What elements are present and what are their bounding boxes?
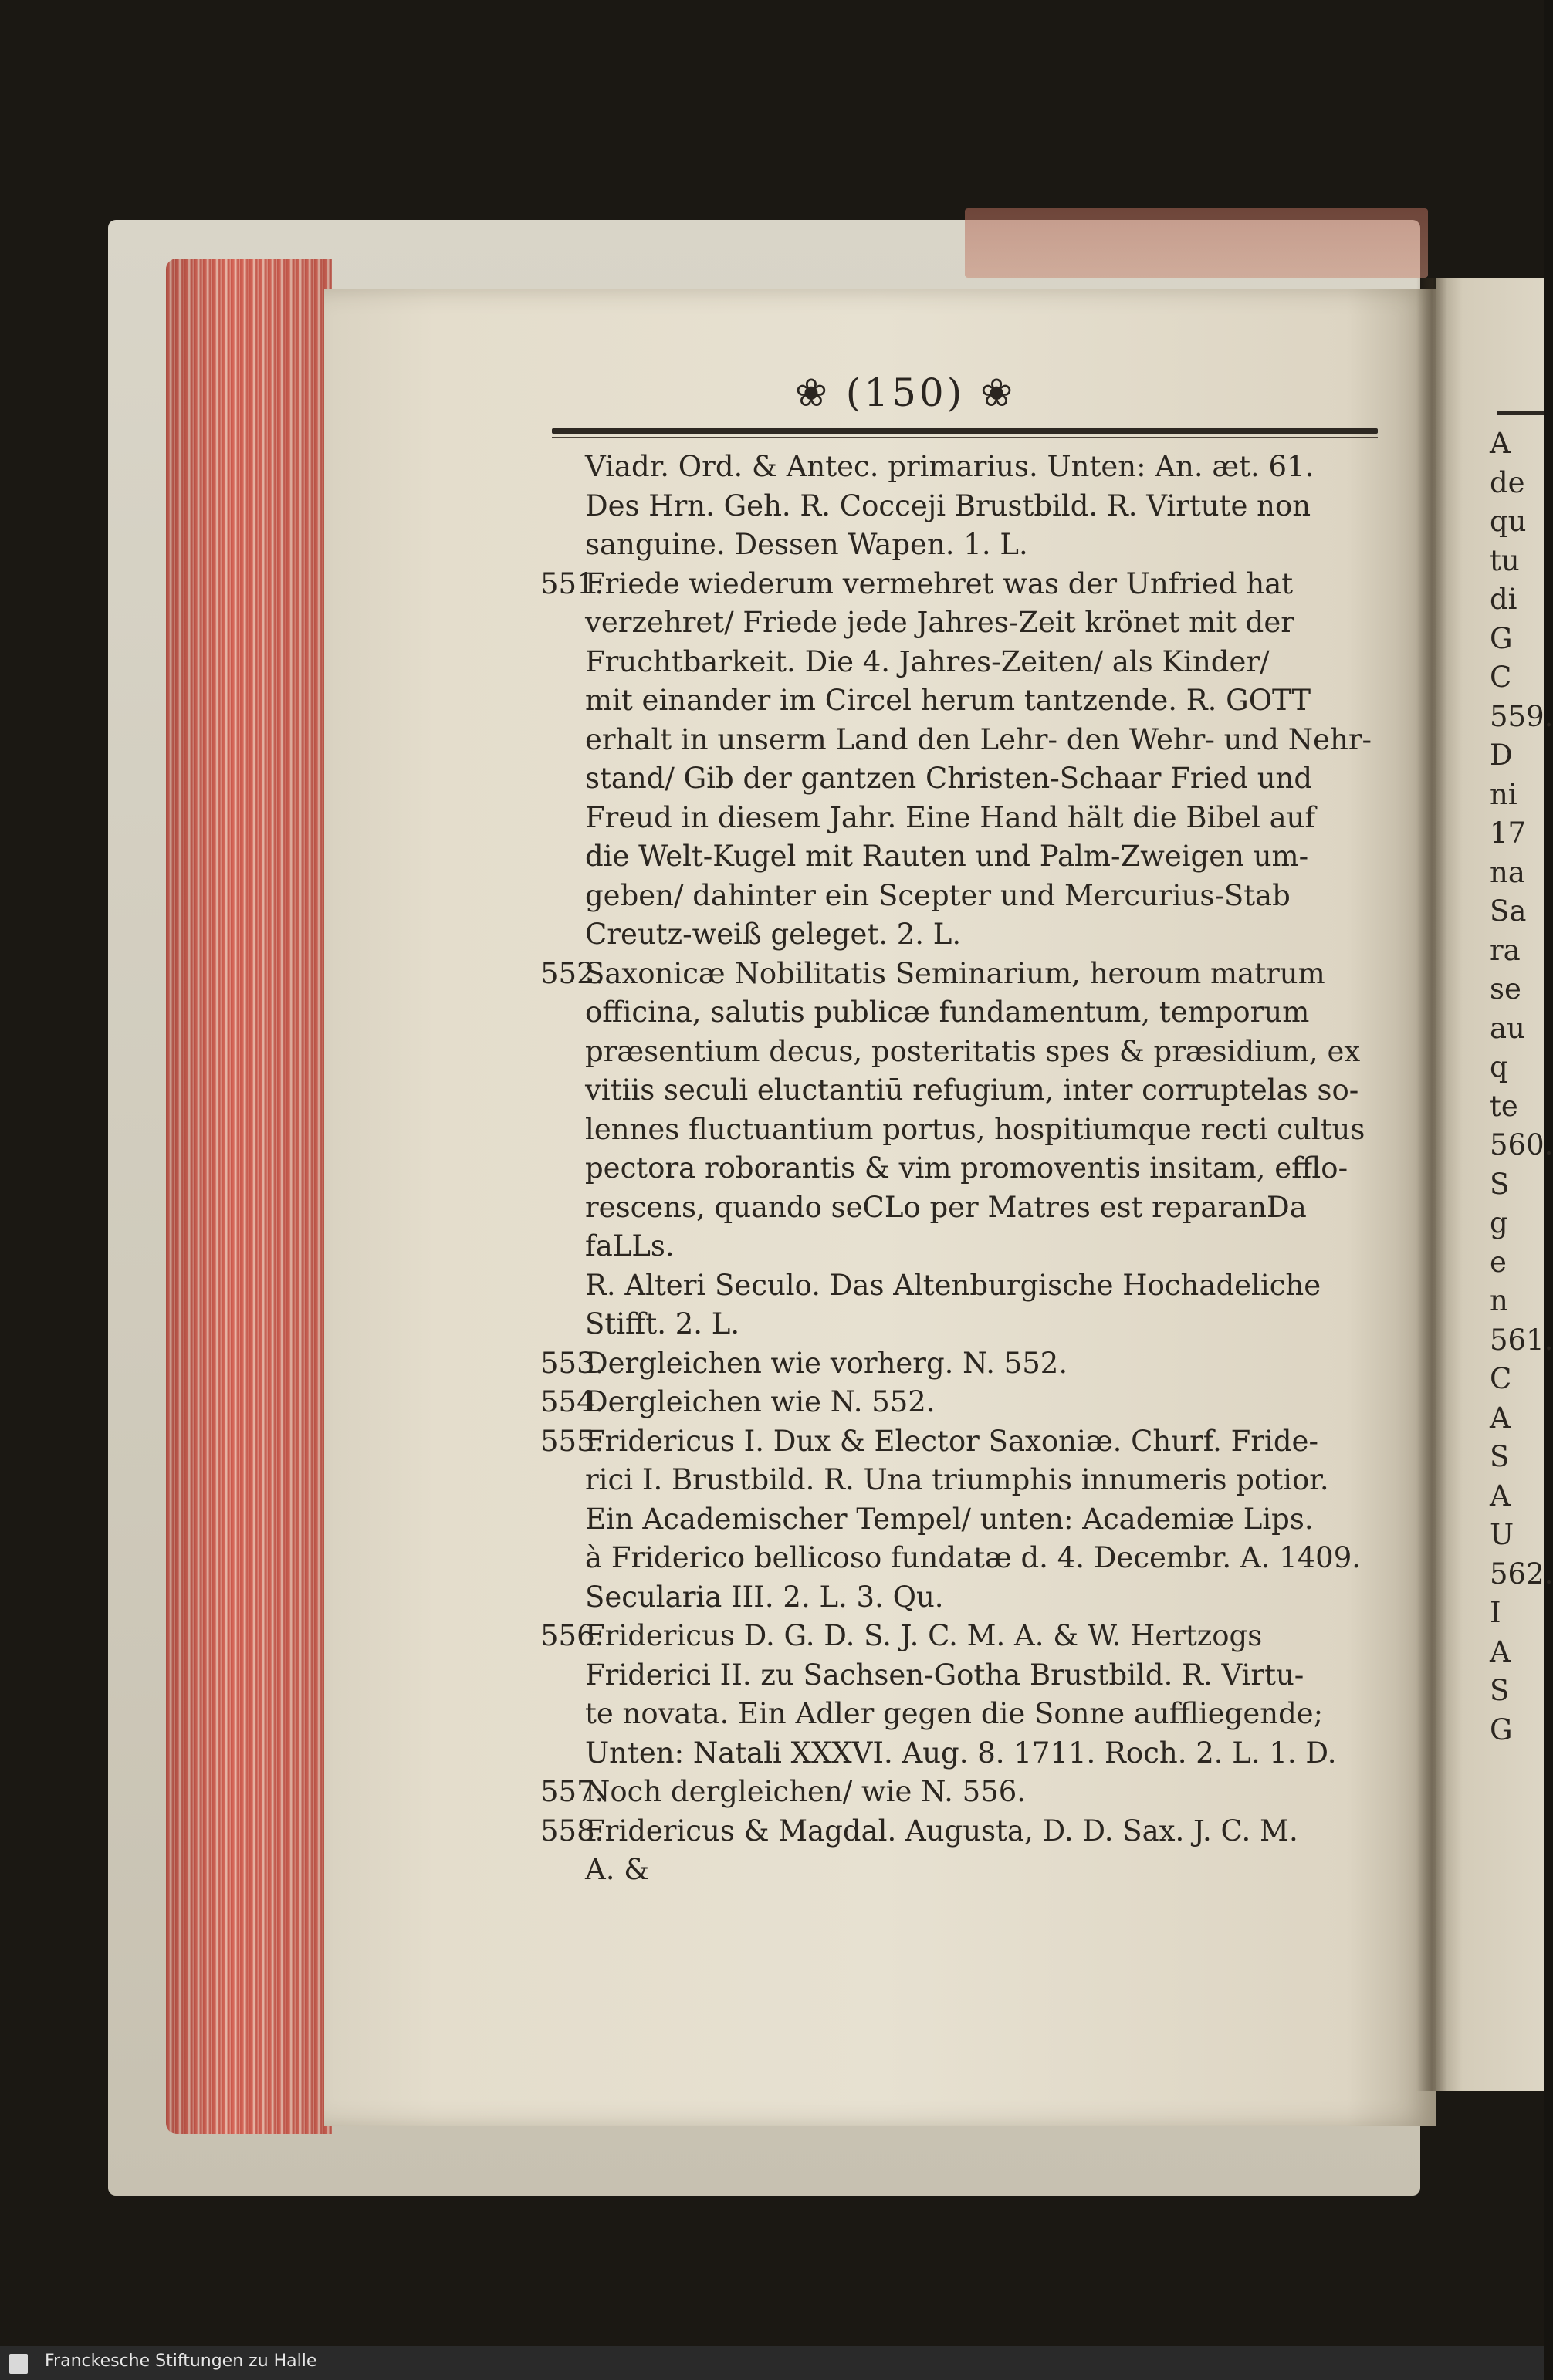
facing-page-fragment: C xyxy=(1490,661,1512,694)
facing-page-fragment: A xyxy=(1490,427,1511,460)
line-text: rici I. Brustbild. R. Una triumphis innumeris potior. xyxy=(585,1463,1329,1496)
facing-page-fragment: D xyxy=(1490,739,1513,772)
line-text: vitiis seculi eluctantiū refugium, inter corruptelas so- xyxy=(585,1073,1359,1107)
page-body-text xyxy=(540,448,1413,1890)
text-line xyxy=(540,1461,1413,1500)
facing-page-fragment: 559. xyxy=(1490,699,1553,733)
text-line xyxy=(540,681,1413,721)
facing-page-fragment: G xyxy=(1490,621,1513,655)
text-line xyxy=(540,993,1413,1033)
line-text: Ein Academischer Tempel/ unten: Academiæ Lips. xyxy=(585,1502,1314,1536)
entry-number: 556. xyxy=(540,1619,604,1652)
entry-number: 558. xyxy=(540,1814,604,1848)
text-line xyxy=(540,1773,1413,1812)
line-text: geben/ dahinter ein Scepter und Mercurius-Stab xyxy=(585,878,1291,912)
line-text: à Friderico bellicoso fundatæ d. 4. Decembr. A. 1409. xyxy=(585,1541,1362,1574)
entry-number: 554. xyxy=(540,1385,604,1418)
line-text: pectora roborantis & vim promoventis insitam, efflo- xyxy=(585,1151,1348,1185)
facing-page-fragment: g xyxy=(1490,1206,1508,1239)
text-line xyxy=(540,1422,1413,1462)
facing-page-fragment: C xyxy=(1490,1362,1512,1395)
book-gutter xyxy=(1416,278,1447,2091)
text-line xyxy=(540,1617,1413,1656)
text-line xyxy=(540,1071,1413,1111)
text-line xyxy=(540,1188,1413,1228)
facing-page-fragment: Sa xyxy=(1490,894,1527,928)
text-line xyxy=(540,1539,1413,1578)
line-text: A. & xyxy=(585,1853,650,1886)
facing-page-fragment: 560. xyxy=(1490,1128,1553,1161)
entry-number: 553. xyxy=(540,1346,604,1380)
facing-page-fragment: te xyxy=(1490,1089,1518,1123)
text-line xyxy=(540,1266,1413,1306)
text-line xyxy=(540,565,1413,604)
line-text: mit einander im Circel herum tantzende. R. GOTT xyxy=(585,684,1311,717)
facing-page-fragment: A xyxy=(1490,1635,1511,1668)
line-text: Unten: Natali XXXVI. Aug. 8. 1711. Roch. 2. L. 1. D. xyxy=(585,1736,1337,1770)
text-line xyxy=(540,603,1413,643)
line-text: faLLs. xyxy=(585,1229,675,1263)
facing-page-fragment: A xyxy=(1490,1401,1511,1435)
line-text: Friede wiederum vermehret was der Unfried hat xyxy=(585,566,1294,600)
line-text: Dergleichen wie vorherg. N. 552. xyxy=(585,1346,1068,1380)
header-rule xyxy=(552,428,1378,434)
text-line xyxy=(540,1344,1413,1384)
text-line xyxy=(540,1656,1413,1695)
line-text: Fruchtbarkeit. Die 4. Jahres-Zeiten/ als Kinder/ xyxy=(585,644,1270,678)
text-line xyxy=(540,955,1413,994)
line-text: sanguine. Dessen Wapen. 1. L. xyxy=(585,528,1028,561)
text-line xyxy=(540,837,1413,877)
line-text: Dergleichen wie N. 552. xyxy=(585,1385,936,1418)
line-text: Fridericus D. G. D. S. J. C. M. A. & W. Hertzogs xyxy=(585,1619,1263,1652)
line-text: erhalt in unserm Land den Lehr- den Wehr- und Nehr- xyxy=(585,722,1372,756)
line-text: Freud in diesem Jahr. Eine Hand hält die Bibel auf xyxy=(585,800,1316,834)
facing-page-fragment: A xyxy=(1490,1479,1511,1513)
facing-page-fragment: n xyxy=(1490,1284,1508,1317)
facing-page-fragment: 562. xyxy=(1490,1557,1553,1591)
text-line xyxy=(540,877,1413,916)
facing-page-fragment: na xyxy=(1490,855,1525,889)
line-text: R. Alteri Seculo. Das Altenburgische Hochadeliche xyxy=(585,1268,1321,1302)
facing-page-fragment: S xyxy=(1490,1674,1510,1707)
text-line xyxy=(540,448,1413,487)
text-line xyxy=(540,915,1413,955)
facing-page-fragment: de xyxy=(1490,465,1525,499)
line-text: Des Hrn. Geh. R. Cocceji Brustbild. R. Virtute non xyxy=(585,489,1311,522)
facing-page-rule xyxy=(1497,411,1544,415)
line-text: Viadr. Ord. & Antec. primarius. Unten: An. æt. 61. xyxy=(585,450,1314,483)
text-line xyxy=(540,643,1413,682)
entry-number: 551. xyxy=(540,566,604,600)
line-text: Saxonicæ Nobilitatis Seminarium, heroum matrum xyxy=(585,956,1325,990)
text-line xyxy=(540,1111,1413,1150)
facing-page-fragment: S xyxy=(1490,1440,1510,1473)
facing-page-fragment: ni xyxy=(1490,777,1517,811)
facing-page-fragment: tu xyxy=(1490,543,1520,577)
line-text: te novata. Ein Adler gegen die Sonne auffliegende; xyxy=(585,1697,1324,1730)
text-line xyxy=(540,487,1413,526)
line-text: Noch dergleichen/ wie N. 556. xyxy=(585,1775,1027,1808)
text-line xyxy=(540,1695,1413,1734)
institution-logo-icon xyxy=(9,2354,28,2374)
text-line xyxy=(540,1851,1413,1890)
footer-credit: Franckesche Stiftungen zu Halle xyxy=(45,2351,317,2371)
entry-number: 555. xyxy=(540,1424,604,1458)
entry-number: 557. xyxy=(540,1775,604,1808)
facing-page-fragment: q xyxy=(1490,1050,1508,1084)
text-line xyxy=(540,1305,1413,1344)
line-text: rescens, quando seCLo per Matres est reparanDa xyxy=(585,1190,1307,1224)
text-line xyxy=(540,1578,1413,1618)
text-line xyxy=(540,1383,1413,1422)
line-text: Creutz-weiß geleget. 2. L. xyxy=(585,918,962,951)
text-line xyxy=(540,1734,1413,1773)
line-text: præsentium decus, posteritatis spes & præsidium, ex xyxy=(585,1034,1361,1068)
facing-page-fragment: 17 xyxy=(1490,816,1527,850)
line-text: stand/ Gib der gantzen Christen-Schaar Fried und xyxy=(585,762,1313,795)
line-text: lennes fluctuantium portus, hospitiumque recti cultus xyxy=(585,1112,1365,1146)
facing-page-fragment: I xyxy=(1490,1596,1501,1629)
line-text: verzehret/ Friede jede Jahres-Zeit krönet mit der xyxy=(585,606,1294,639)
page-header: ❀ (150) ❀ xyxy=(795,370,1017,415)
line-text: Stifft. 2. L. xyxy=(585,1307,740,1340)
text-line xyxy=(540,759,1413,799)
facing-page-fragment: se xyxy=(1490,972,1521,1006)
text-line xyxy=(540,1149,1413,1188)
line-text: Secularia III. 2. L. 3. Qu. xyxy=(585,1580,944,1614)
text-line xyxy=(540,526,1413,565)
facing-page-fragment: 561. xyxy=(1490,1323,1553,1357)
book-board-red-trim xyxy=(965,208,1428,278)
line-text: Friderici II. zu Sachsen-Gotha Brustbild. R. Virtu- xyxy=(585,1658,1304,1692)
facing-page-fragment: qu xyxy=(1490,505,1527,538)
text-line xyxy=(540,1812,1413,1851)
facing-page-fragment: ra xyxy=(1490,933,1521,967)
line-text: Fridericus & Magdal. Augusta, D. D. Sax. J. C. M. xyxy=(585,1814,1298,1848)
line-text: officina, salutis publicæ fundamentum, temporum xyxy=(585,996,1310,1029)
header-rule-thin xyxy=(552,437,1378,438)
text-line xyxy=(540,721,1413,760)
facing-page-fragment: G xyxy=(1490,1712,1513,1746)
entry-number: 552. xyxy=(540,956,604,990)
text-line xyxy=(540,799,1413,838)
text-line xyxy=(540,1033,1413,1072)
text-line xyxy=(540,1500,1413,1540)
page-edges-shade xyxy=(166,259,332,2134)
facing-page-fragment: U xyxy=(1490,1518,1514,1551)
line-text: Fridericus I. Dux & Elector Saxoniæ. Churf. Fride- xyxy=(585,1424,1318,1458)
facing-page-fragment: di xyxy=(1490,583,1517,616)
facing-page-text xyxy=(1490,424,1551,1750)
line-text: die Welt-Kugel mit Rauten und Palm-Zweigen um- xyxy=(585,840,1309,873)
facing-page-fragment: S xyxy=(1490,1167,1510,1201)
facing-page-fragment: au xyxy=(1490,1011,1525,1045)
facing-page-fragment: e xyxy=(1490,1245,1507,1279)
text-line xyxy=(540,1227,1413,1266)
